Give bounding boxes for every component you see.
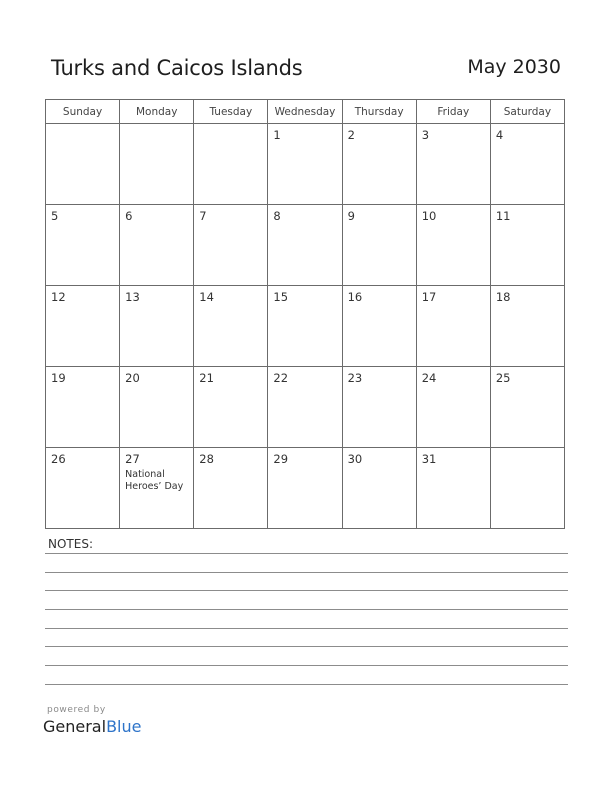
week-row (46, 124, 565, 205)
notes-line (45, 553, 568, 554)
day-number: 20 (125, 371, 140, 385)
day-number: 5 (51, 209, 59, 223)
day-number: 23 (347, 371, 363, 385)
day-number: 9 (347, 209, 355, 223)
day-number: 22 (273, 371, 289, 385)
notes-line (45, 572, 568, 573)
day-number: 28 (199, 452, 214, 466)
day-number: 27 (125, 452, 140, 466)
day-cell (46, 205, 120, 286)
day-number: 13 (125, 290, 140, 304)
calendar-month: May 2030 (467, 56, 561, 78)
day-cell (120, 367, 194, 448)
day-cell (46, 124, 120, 205)
calendar-grid (45, 99, 565, 529)
brand-logo (43, 717, 141, 736)
day-cell (490, 367, 564, 448)
day-number: 29 (273, 452, 289, 466)
weekday-friday: Friday (416, 100, 490, 124)
powered-by-label: powered by (47, 705, 106, 715)
day-number: 17 (421, 290, 437, 304)
day-number: 26 (51, 452, 66, 466)
day-cell (416, 124, 490, 205)
day-number: 10 (421, 209, 437, 223)
day-number: 31 (421, 452, 437, 466)
notes-line (45, 665, 568, 666)
notes-line (45, 609, 568, 610)
notes-line (45, 590, 568, 591)
day-cell (416, 286, 490, 367)
weekday-header-row (46, 100, 565, 124)
day-cell (120, 124, 194, 205)
day-number: 14 (199, 290, 214, 304)
notes-line (45, 684, 568, 685)
notes-line (45, 628, 568, 629)
day-cell (268, 205, 342, 286)
day-cell (490, 448, 564, 529)
day-cell (194, 286, 268, 367)
day-cell (416, 367, 490, 448)
weekday-thursday: Thursday (342, 100, 416, 124)
day-number: 25 (495, 371, 511, 385)
day-cell (268, 124, 342, 205)
week-row (46, 205, 565, 286)
day-cell (416, 448, 490, 529)
day-cell (342, 205, 416, 286)
day-number: 4 (495, 128, 504, 142)
notes-label: NOTES: (48, 537, 93, 551)
day-cell (194, 205, 268, 286)
day-cell (46, 448, 120, 529)
day-cell (416, 205, 490, 286)
week-row (46, 286, 565, 367)
day-cell (120, 448, 194, 529)
day-number: 24 (421, 371, 437, 385)
day-number: 21 (199, 371, 214, 385)
day-cell (194, 448, 268, 529)
day-cell (342, 367, 416, 448)
brand-general: General (43, 717, 107, 736)
day-number: 30 (347, 452, 363, 466)
day-cell (120, 286, 194, 367)
day-number: 12 (51, 290, 66, 304)
day-number: 1 (273, 128, 281, 142)
weekday-wednesday: Wednesday (268, 100, 342, 124)
day-number: 19 (51, 371, 66, 385)
day-number: 6 (125, 209, 133, 223)
day-number: 18 (495, 290, 511, 304)
day-cell (490, 124, 564, 205)
day-cell (268, 448, 342, 529)
day-number: 3 (421, 128, 430, 142)
notes-line (45, 646, 568, 647)
day-number: 16 (347, 290, 363, 304)
weekday-tuesday: Tuesday (194, 100, 268, 124)
weekday-monday: Monday (120, 100, 194, 124)
day-number: 15 (273, 290, 289, 304)
holiday-label: National Heroes’ Day (125, 469, 184, 492)
week-row (46, 448, 565, 529)
weekday-sunday: Sunday (46, 100, 120, 124)
day-cell (490, 286, 564, 367)
day-number: 11 (495, 209, 511, 223)
calendar-title: Turks and Caicos Islands (51, 56, 303, 80)
day-cell (46, 367, 120, 448)
day-cell (120, 205, 194, 286)
day-cell (194, 367, 268, 448)
day-cell (194, 124, 268, 205)
day-number: 2 (347, 128, 355, 142)
day-cell (490, 205, 564, 286)
day-cell (268, 367, 342, 448)
day-cell (342, 286, 416, 367)
day-number: 8 (273, 209, 281, 223)
weekday-saturday: Saturday (490, 100, 564, 124)
day-cell (342, 124, 416, 205)
brand-blue: Blue (106, 717, 142, 736)
day-cell (342, 448, 416, 529)
day-cell (268, 286, 342, 367)
day-cell (46, 286, 120, 367)
day-number: 7 (199, 209, 207, 223)
week-row (46, 367, 565, 448)
